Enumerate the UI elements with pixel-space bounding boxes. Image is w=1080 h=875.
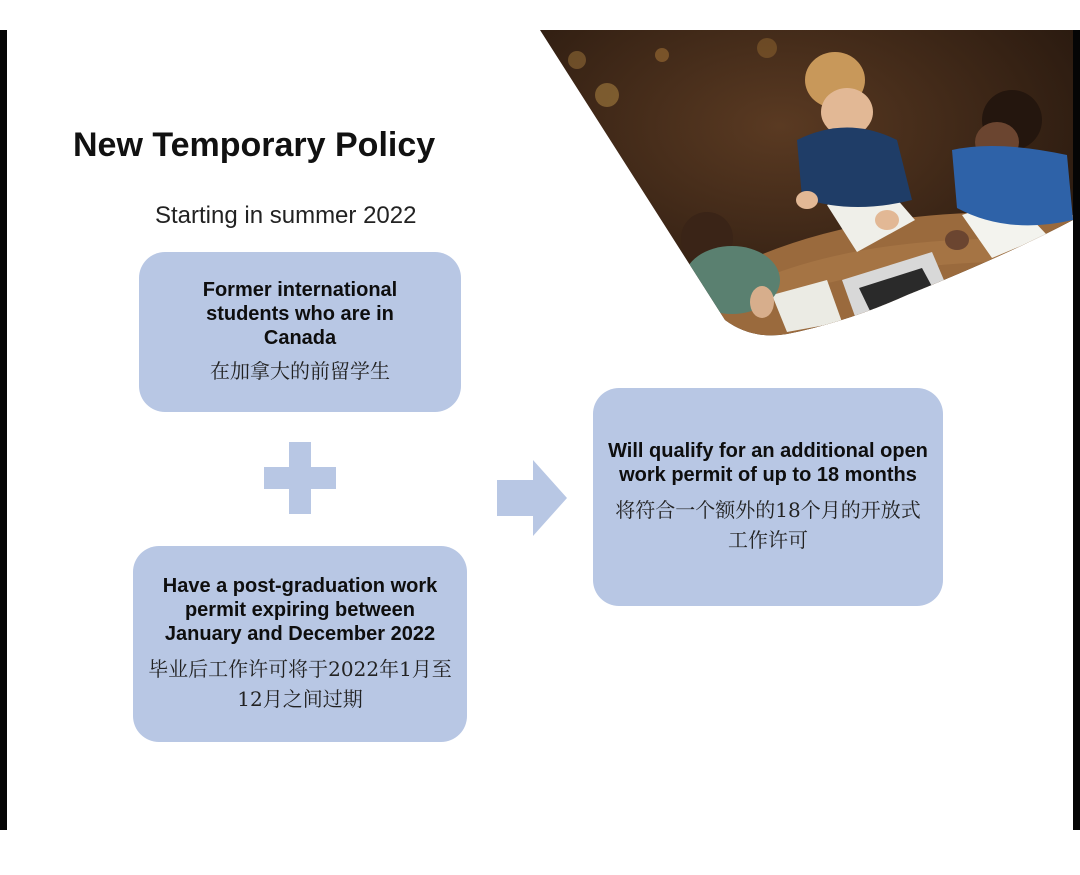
plus-icon — [264, 442, 336, 514]
former-students-chinese: 在加拿大的前留学生 — [210, 359, 390, 383]
presentation-slide — [7, 30, 1073, 830]
arrow-right-icon — [497, 460, 567, 536]
pgwp-chinese: 毕业后工作许可将于2022年1月至12月之间过期 — [148, 657, 452, 711]
slide-title: New Temporary Policy — [73, 126, 436, 164]
outcome-box — [593, 388, 943, 606]
frame-edge-right — [1073, 30, 1080, 830]
former-students-english: Former international students who are in Canada — [202, 279, 398, 349]
slide-subtitle: Starting in summer 2022 — [155, 202, 417, 229]
pgwp-english: Have a post-graduation work permit expiring between January and December 2022 — [162, 575, 438, 645]
pgwp-expiry-box — [133, 546, 467, 742]
outcome-english: Will qualify for an additional open work permit of up to 18 months — [608, 440, 928, 486]
frame-edge-left — [0, 30, 7, 830]
former-students-box — [139, 252, 461, 412]
outcome-chinese: 将符合一个额外的18个月的开放式工作许可 — [615, 498, 921, 552]
